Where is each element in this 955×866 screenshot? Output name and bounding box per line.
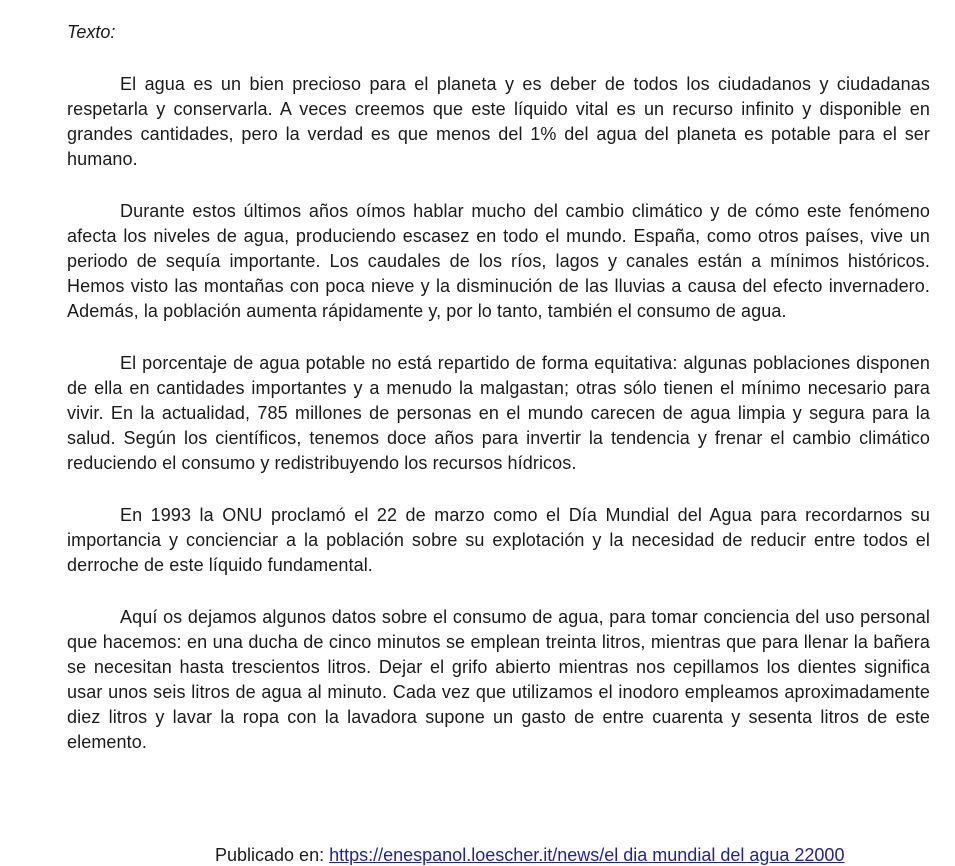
footer-source-link[interactable]: https://enespanol.loescher.it/news/el dia mundial del agua 22000	[329, 845, 845, 865]
document-body	[67, 0, 930, 755]
footer-source-label: Publicado en:	[215, 845, 330, 865]
paragraph-intro-water-value: El agua es un bien precioso para el planeta y es deber de todos los ciudadanos y ciudadanas respetarla y conservarla. A veces creemos que este líquido vital es un recurso infinito y disponible en grandes cantidades, pero la verdad es que menos del 1% del agua del planeta es potable para el ser humano.	[67, 74, 930, 169]
paragraph-world-water-day: En 1993 la ONU proclamó el 22 de marzo como el Día Mundial del Agua para recordarnos su importancia y concienciar a la población sobre su explotación y la necesidad de reducir entre todos el derroche de este líquido fundamental.	[67, 505, 930, 575]
paragraph-climate-change: Durante estos últimos años oímos hablar mucho del cambio climático y de cómo este fenómeno afecta los niveles de agua, produciendo escasez en todo el mundo. España, como otros países, vive un periodo de sequía importante. Los caudales de los ríos, lagos y canales están a mínimos históricos. Hemos visto las montañas con poca nieve y la disminución de las lluvias a causa del efecto invernadero. Además, la población aumenta rápidamente y, por lo tanto, también el consumo de agua.	[67, 201, 930, 321]
paragraph-unequal-distribution: El porcentaje de agua potable no está repartido de forma equitativa: algunas poblaciones disponen de ella en cantidades importantes y a menudo la malgastan; otras sólo tienen el mínimo necesario para vivir. En la actualidad, 785 millones de personas en el mundo carecen de agua limpia y segura para la salud. Según los científicos, tenemos doce años para invertir la tendencia y frenar el cambio climático reduciendo el consumo y redistribuyendo los recursos hídricos.	[67, 353, 930, 473]
footer-source-line	[215, 843, 844, 866]
paragraph-consumption-data: Aquí os dejamos algunos datos sobre el consumo de agua, para tomar conciencia del uso personal que hacemos: en una ducha de cinco minutos se emplean treinta litros, mientras que para llenar la bañera se necesitan hasta trescientos litros. Dejar el grifo abierto mientras nos cepillamos los dientes significa usar unos seis litros de agua al minuto. Cada vez que utilizamos el inodoro empleamos aproximadamente diez litros y lavar la ropa con la lavadora supone un gasto de entre cuarenta y sesenta litros de este elemento.	[67, 607, 930, 752]
document-heading: Texto:	[67, 22, 116, 42]
